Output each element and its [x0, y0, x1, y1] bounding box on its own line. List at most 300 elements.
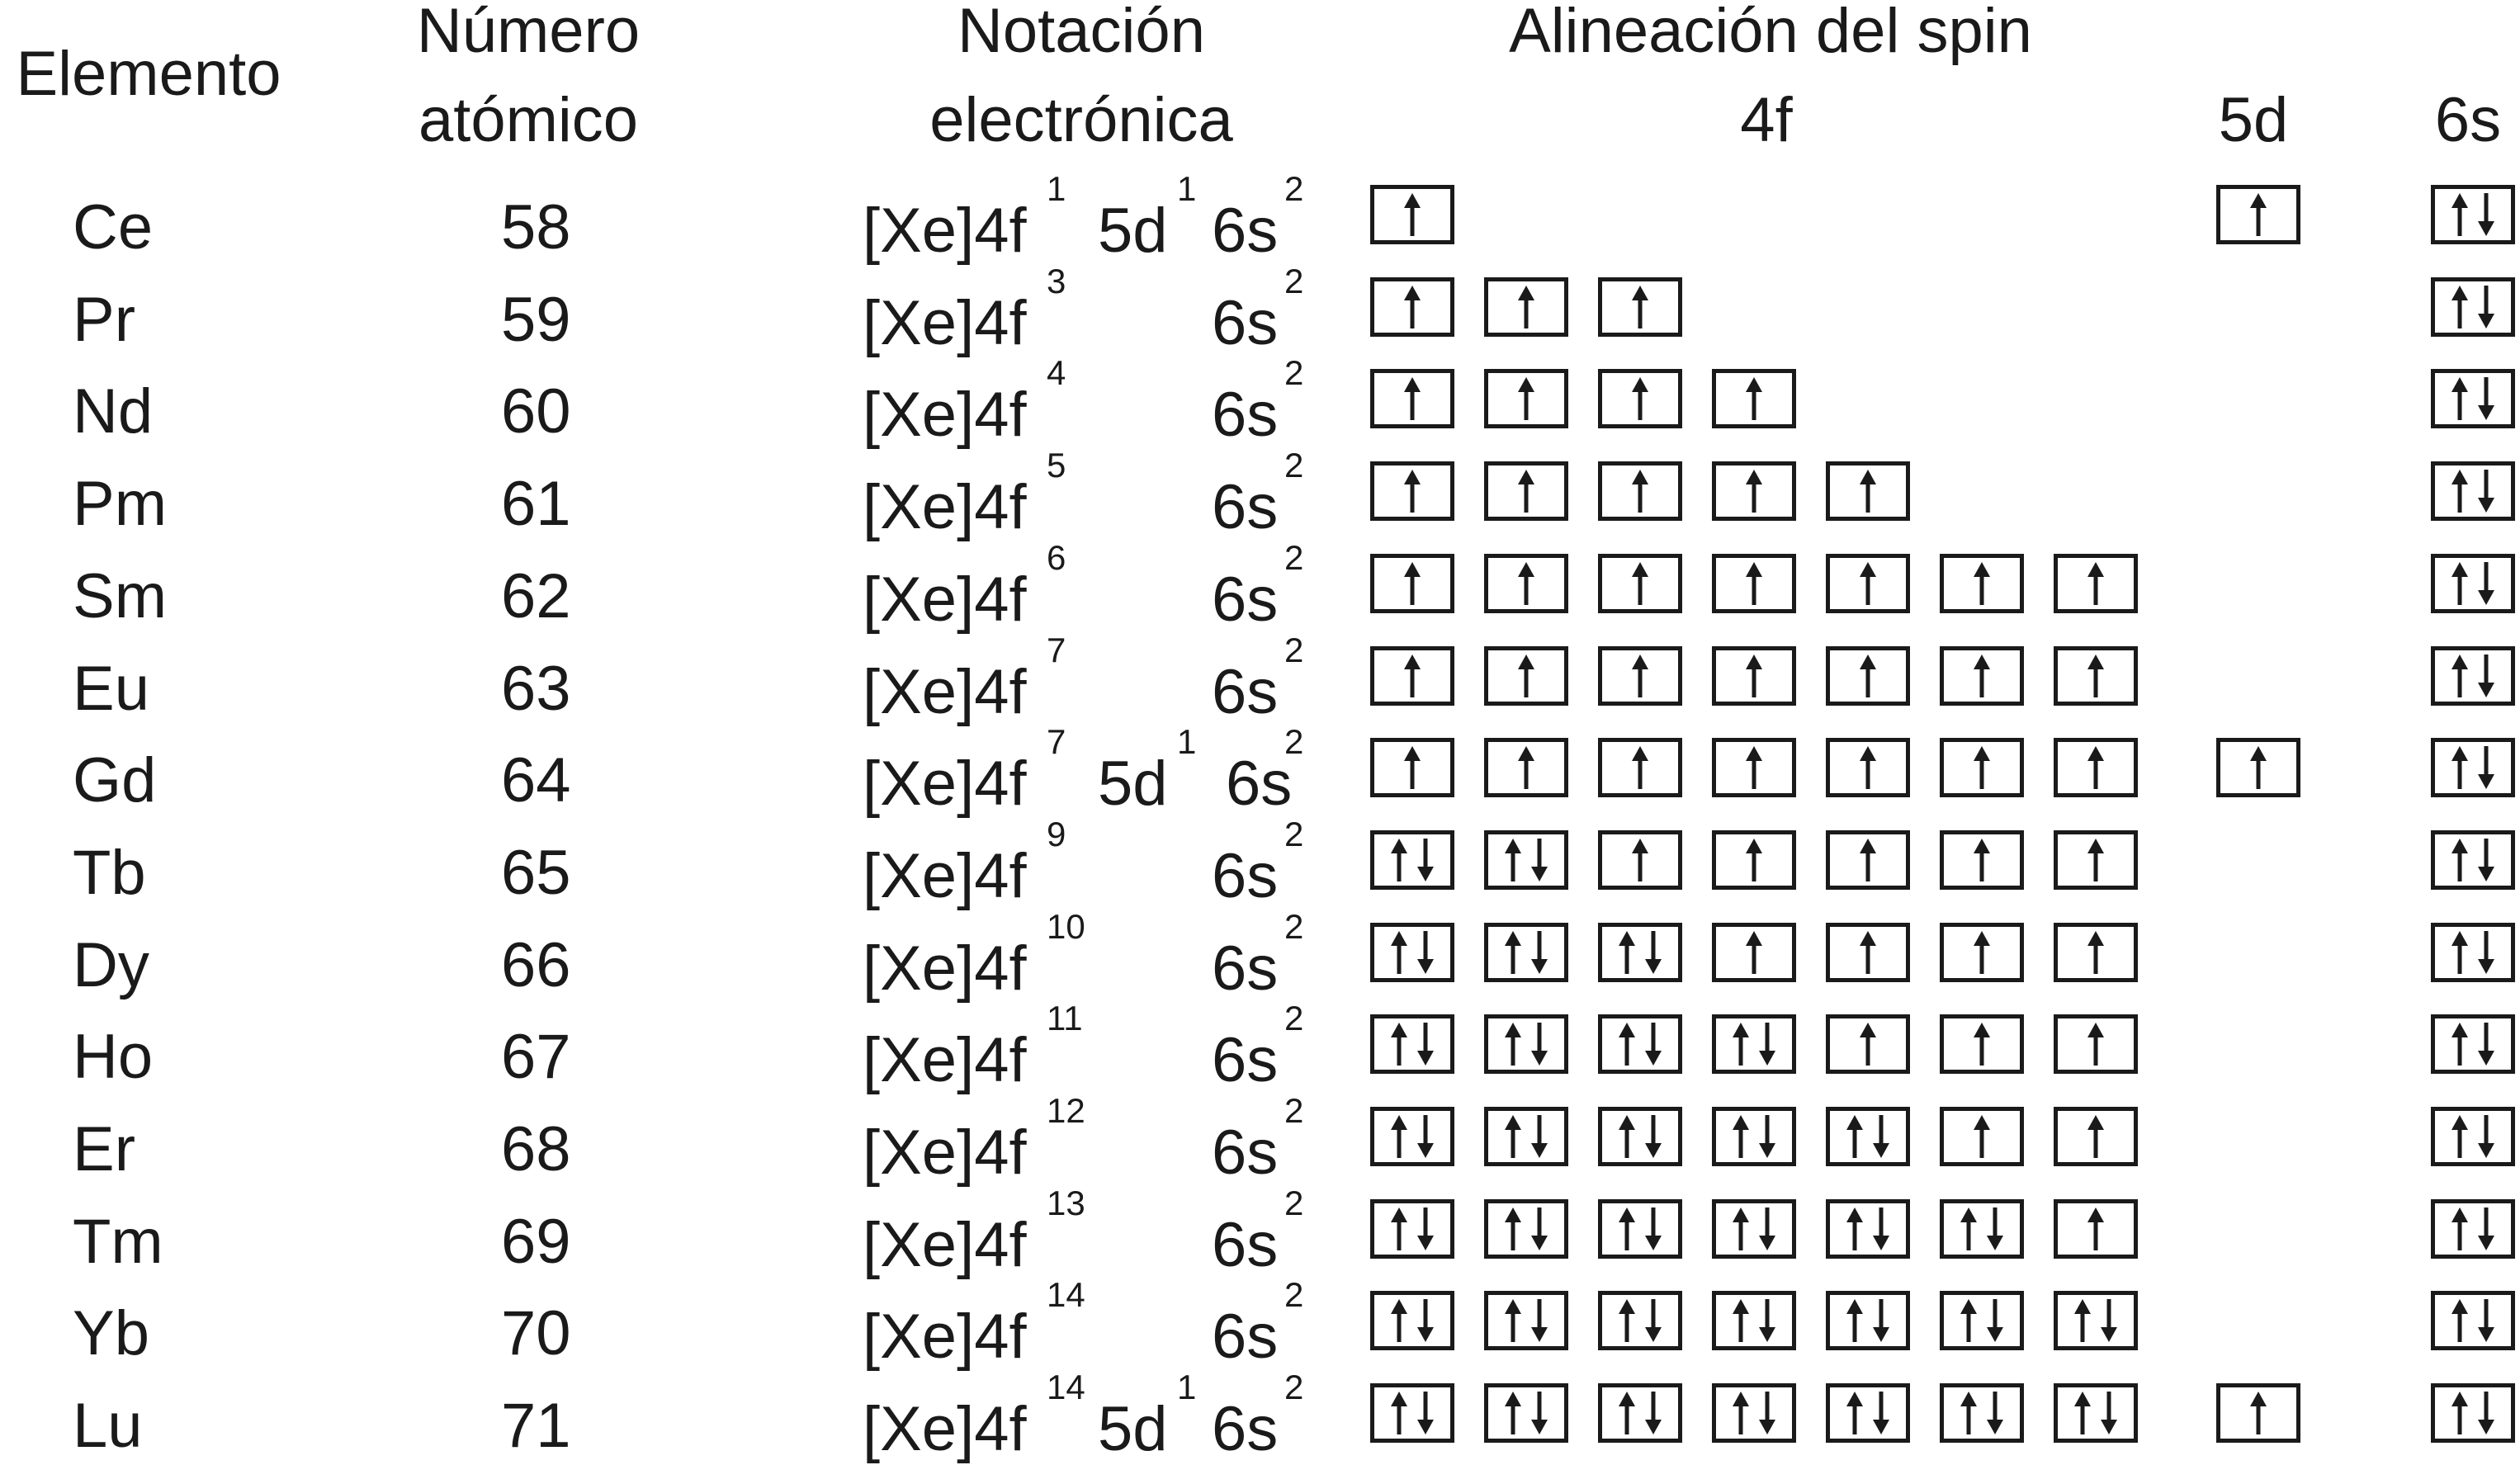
arrow-down-icon [1415, 837, 1436, 883]
orbital-4f-box [1712, 646, 1796, 706]
arrow-up-icon [1844, 1297, 1865, 1344]
atomic-number: 70 [501, 1298, 571, 1369]
arrow-up-icon [1629, 376, 1651, 422]
header-notation-line2: electrónica [929, 85, 1233, 155]
arrow-up-icon [1402, 744, 1423, 791]
header-atomic-number-line1: Número [416, 0, 641, 66]
orbital-4f-box [1940, 1291, 2024, 1350]
arrow-up-icon [2449, 1297, 2470, 1344]
header-notation-line1: Notación [957, 0, 1205, 66]
orbital-4f-box [1712, 461, 1796, 521]
arrow-up-icon [1515, 744, 1537, 791]
notation-d-superscript: 1 [1177, 1368, 1197, 1407]
arrow-up-icon [1629, 744, 1651, 791]
arrow-up-icon [1971, 653, 1993, 699]
arrow-down-icon [1870, 1113, 1892, 1160]
arrow-up-icon [1515, 284, 1537, 330]
arrow-down-icon [2475, 376, 2497, 422]
arrow-up-icon [1515, 560, 1537, 607]
arrow-up-icon [2085, 653, 2106, 699]
header-element: Elemento [16, 39, 281, 109]
atomic-number: 60 [501, 376, 571, 447]
orbital-4f-box [1940, 738, 2024, 797]
arrow-down-icon [1529, 1297, 1550, 1344]
orbital-4f-box [1940, 1199, 2024, 1259]
arrow-down-icon [2475, 560, 2497, 607]
arrow-down-icon [2475, 468, 2497, 514]
arrow-up-icon [2085, 929, 2106, 976]
arrow-up-icon [1502, 1390, 1524, 1436]
arrow-up-icon [1515, 376, 1537, 422]
arrow-up-icon [1629, 837, 1651, 883]
orbital-4f-box [1370, 923, 1454, 982]
orbital-4f-box [1598, 1291, 1682, 1350]
arrow-up-icon [2085, 1021, 2106, 1067]
arrow-down-icon [2475, 1021, 2497, 1067]
orbital-4f-box [1826, 1383, 1910, 1443]
notation-6s: 6s [1212, 1302, 1279, 1373]
notation-s-superscript: 2 [1284, 446, 1304, 485]
orbital-4f-box [1826, 1014, 1910, 1074]
notation-f-superscript: 7 [1047, 630, 1066, 669]
arrow-up-icon [1616, 1390, 1638, 1436]
orbital-4f-box [1826, 1291, 1910, 1350]
orbital-4f-box [2054, 1107, 2138, 1166]
arrow-down-icon [1756, 1297, 1778, 1344]
arrow-up-icon [1844, 1390, 1865, 1436]
arrow-up-icon [2449, 468, 2470, 514]
orbital-4f-box [1826, 646, 1910, 706]
orbital-4f-box [1826, 830, 1910, 890]
element-symbol: Lu [73, 1391, 143, 1462]
arrow-up-icon [2085, 744, 2106, 791]
orbital-4f-box [1370, 1383, 1454, 1443]
arrow-up-icon [2449, 653, 2470, 699]
notation-core: [Xe]4f [863, 564, 1027, 635]
orbital-6s-box [2431, 646, 2515, 706]
arrow-up-icon [1730, 1206, 1752, 1252]
arrow-up-icon [1743, 376, 1765, 422]
orbital-4f-box [1826, 461, 1910, 521]
notation-5d: 5d [1098, 749, 1168, 820]
orbital-5d-box [2216, 1383, 2300, 1443]
notation-core: [Xe]4f [863, 656, 1027, 727]
notation-5d: 5d [1098, 196, 1168, 266]
header-spin-alignment: Alineación del spin [1509, 0, 2032, 66]
orbital-4f-box [1598, 277, 1682, 337]
arrow-down-icon [1415, 1113, 1436, 1160]
arrow-up-icon [1971, 929, 1993, 976]
atomic-number: 68 [501, 1114, 571, 1184]
orbital-4f-box [1598, 923, 1682, 982]
arrow-down-icon [1529, 837, 1550, 883]
notation-f-superscript: 5 [1047, 446, 1066, 485]
notation-d-superscript: 1 [1177, 169, 1197, 208]
notation-6s: 6s [1212, 656, 1279, 727]
arrow-down-icon [2475, 744, 2497, 791]
arrow-down-icon [2475, 1390, 2497, 1436]
arrow-down-icon [1984, 1390, 2006, 1436]
notation-core: [Xe]4f [863, 1209, 1027, 1280]
arrow-down-icon [1984, 1206, 2006, 1252]
arrow-up-icon [1844, 1206, 1865, 1252]
arrow-up-icon [1857, 744, 1879, 791]
notation-6s: 6s [1212, 287, 1279, 358]
element-symbol: Sm [73, 560, 167, 631]
arrow-down-icon [1643, 1206, 1664, 1252]
orbital-4f-box [1370, 461, 1454, 521]
orbital-4f-box [1370, 738, 1454, 797]
orbital-4f-box [1940, 830, 2024, 890]
orbital-4f-box [1598, 1014, 1682, 1074]
notation-core: [Xe]4f [863, 472, 1027, 543]
arrow-up-icon [1616, 929, 1638, 976]
notation-f-superscript: 12 [1047, 1091, 1085, 1130]
notation-f-superscript: 7 [1047, 722, 1066, 762]
orbital-4f-box [2054, 1014, 2138, 1074]
arrow-down-icon [1756, 1206, 1778, 1252]
arrow-up-icon [1743, 837, 1765, 883]
arrow-down-icon [2475, 1113, 2497, 1160]
arrow-up-icon [1515, 653, 1537, 699]
orbital-4f-box [2054, 646, 2138, 706]
orbital-4f-box [1370, 185, 1454, 244]
notation-s-superscript: 2 [1284, 1275, 1304, 1315]
arrow-up-icon [2085, 1113, 2106, 1160]
arrow-down-icon [2475, 1206, 2497, 1252]
arrow-up-icon [2449, 1390, 2470, 1436]
notation-6s: 6s [1212, 472, 1279, 543]
orbital-4f-box [1598, 738, 1682, 797]
orbital-5d-box [2216, 185, 2300, 244]
arrow-up-icon [1402, 191, 1423, 238]
arrow-down-icon [1529, 1390, 1550, 1436]
arrow-down-icon [1415, 1206, 1436, 1252]
arrow-up-icon [1629, 284, 1651, 330]
orbital-4f-box [1712, 830, 1796, 890]
orbital-4f-box [2054, 830, 2138, 890]
orbital-4f-box [1370, 369, 1454, 428]
notation-s-superscript: 2 [1284, 1091, 1304, 1130]
notation-s-superscript: 2 [1284, 999, 1304, 1038]
arrow-down-icon [2475, 1297, 2497, 1344]
arrow-up-icon [1857, 929, 1879, 976]
atomic-number: 66 [501, 929, 571, 1000]
arrow-down-icon [1756, 1021, 1778, 1067]
arrow-up-icon [2449, 837, 2470, 883]
arrow-up-icon [2449, 1206, 2470, 1252]
orbital-4f-box [1940, 646, 2024, 706]
notation-f-superscript: 10 [1047, 906, 1085, 946]
arrow-up-icon [1402, 560, 1423, 607]
arrow-up-icon [1958, 1206, 1979, 1252]
element-symbol: Pm [73, 469, 167, 540]
arrow-up-icon [2072, 1390, 2093, 1436]
notation-core: [Xe]4f [863, 933, 1027, 1004]
orbital-4f-box [1370, 277, 1454, 337]
notation-f-superscript: 14 [1047, 1275, 1085, 1315]
arrow-down-icon [1643, 1297, 1664, 1344]
arrow-down-icon [2475, 284, 2497, 330]
notation-core: [Xe]4f [863, 287, 1027, 358]
arrow-down-icon [1529, 1021, 1550, 1067]
notation-6s: 6s [1212, 1209, 1279, 1280]
element-symbol: Ho [73, 1022, 154, 1093]
notation-core: [Xe]4f [863, 749, 1027, 820]
notation-6s: 6s [1212, 840, 1279, 911]
orbital-4f-box [1370, 1014, 1454, 1074]
atomic-number: 71 [501, 1391, 571, 1462]
arrow-up-icon [1971, 1021, 1993, 1067]
arrow-down-icon [1870, 1297, 1892, 1344]
orbital-4f-box [1370, 646, 1454, 706]
arrow-up-icon [1629, 653, 1651, 699]
orbital-4f-box [1370, 830, 1454, 890]
orbital-4f-box [1940, 1014, 2024, 1074]
element-symbol: Er [73, 1114, 135, 1184]
arrow-up-icon [1743, 468, 1765, 514]
orbital-6s-box [2431, 1107, 2515, 1166]
arrow-down-icon [2475, 653, 2497, 699]
orbital-4f-box [1484, 461, 1568, 521]
orbital-6s-box [2431, 1291, 2515, 1350]
header-5d: 5d [2218, 85, 2289, 155]
orbital-4f-box [1484, 369, 1568, 428]
header-6s: 6s [2434, 85, 2502, 155]
arrow-up-icon [1502, 1113, 1524, 1160]
arrow-down-icon [1984, 1297, 2006, 1344]
notation-f-superscript: 4 [1047, 353, 1066, 393]
orbital-4f-box [1826, 1107, 1910, 1166]
notation-core: [Xe]4f [863, 1394, 1027, 1465]
atomic-number: 69 [501, 1206, 571, 1277]
arrow-up-icon [2248, 744, 2269, 791]
notation-6s: 6s [1212, 933, 1279, 1004]
orbital-4f-box [1484, 1291, 1568, 1350]
arrow-up-icon [2248, 191, 2269, 238]
notation-d-superscript: 1 [1177, 722, 1197, 762]
arrow-up-icon [1730, 1113, 1752, 1160]
arrow-up-icon [1616, 1206, 1638, 1252]
notation-s-superscript: 2 [1284, 169, 1304, 208]
orbital-4f-box [1712, 554, 1796, 613]
arrow-up-icon [1971, 1113, 1993, 1160]
orbital-6s-box [2431, 738, 2515, 797]
arrow-up-icon [1971, 744, 1993, 791]
orbital-4f-box [1826, 1199, 1910, 1259]
orbital-6s-box [2431, 1199, 2515, 1259]
arrow-up-icon [1629, 468, 1651, 514]
arrow-down-icon [1870, 1206, 1892, 1252]
atomic-number: 58 [501, 192, 571, 262]
arrow-down-icon [2098, 1297, 2120, 1344]
orbital-4f-box [1484, 1383, 1568, 1443]
arrow-down-icon [2475, 929, 2497, 976]
arrow-up-icon [1502, 1021, 1524, 1067]
orbital-4f-box [1940, 1383, 2024, 1443]
arrow-up-icon [1502, 929, 1524, 976]
arrow-up-icon [1857, 468, 1879, 514]
notation-s-superscript: 2 [1284, 906, 1304, 946]
arrow-down-icon [1756, 1113, 1778, 1160]
notation-f-superscript: 3 [1047, 261, 1066, 300]
notation-6s: 6s [1212, 196, 1279, 266]
orbital-4f-box [1598, 1107, 1682, 1166]
arrow-up-icon [1743, 744, 1765, 791]
orbital-6s-box [2431, 369, 2515, 428]
atomic-number: 61 [501, 469, 571, 540]
arrow-up-icon [2449, 284, 2470, 330]
orbital-4f-box [1598, 554, 1682, 613]
arrow-up-icon [1844, 1113, 1865, 1160]
arrow-up-icon [1388, 1113, 1410, 1160]
notation-f-superscript: 13 [1047, 1183, 1085, 1222]
header-4f: 4f [1740, 85, 1793, 155]
header-atomic-number-line2: atómico [418, 85, 639, 155]
notation-core: [Xe]4f [863, 196, 1027, 266]
arrow-up-icon [2085, 1206, 2106, 1252]
orbital-4f-box [1484, 1107, 1568, 1166]
orbital-4f-box [1484, 1199, 1568, 1259]
arrow-down-icon [1529, 1206, 1550, 1252]
arrow-down-icon [1529, 929, 1550, 976]
arrow-down-icon [1643, 1390, 1664, 1436]
element-symbol: Ce [73, 192, 154, 262]
notation-s-superscript: 2 [1284, 630, 1304, 669]
arrow-up-icon [2449, 744, 2470, 791]
arrow-up-icon [1515, 468, 1537, 514]
notation-f-superscript: 6 [1047, 537, 1066, 577]
notation-6s: 6s [1212, 564, 1279, 635]
notation-s-superscript: 2 [1284, 537, 1304, 577]
arrow-up-icon [2085, 560, 2106, 607]
orbital-4f-box [1598, 1199, 1682, 1259]
notation-s-superscript: 2 [1284, 1368, 1304, 1407]
orbital-6s-box [2431, 830, 2515, 890]
orbital-4f-box [1370, 554, 1454, 613]
orbital-4f-box [1484, 1014, 1568, 1074]
orbital-4f-box [2054, 1199, 2138, 1259]
arrow-up-icon [1616, 1297, 1638, 1344]
notation-6s: 6s [1212, 1394, 1279, 1465]
arrow-up-icon [1388, 1206, 1410, 1252]
notation-5d: 5d [1098, 1394, 1168, 1465]
element-symbol: Dy [73, 929, 149, 1000]
orbital-6s-box [2431, 554, 2515, 613]
orbital-6s-box [2431, 1014, 2515, 1074]
orbital-4f-box [1370, 1199, 1454, 1259]
notation-s-superscript: 2 [1284, 353, 1304, 393]
arrow-up-icon [1971, 837, 1993, 883]
arrow-up-icon [1743, 929, 1765, 976]
orbital-4f-box [1712, 1199, 1796, 1259]
orbital-4f-box [1712, 738, 1796, 797]
arrow-up-icon [1958, 1390, 1979, 1436]
notation-f-superscript: 14 [1047, 1368, 1085, 1407]
notation-core: [Xe]4f [863, 1302, 1027, 1373]
arrow-up-icon [1629, 560, 1651, 607]
orbital-4f-box [1484, 277, 1568, 337]
orbital-4f-box [1370, 1107, 1454, 1166]
atomic-number: 67 [501, 1022, 571, 1093]
notation-6s: 6s [1212, 380, 1279, 451]
arrow-down-icon [2475, 837, 2497, 883]
orbital-4f-box [1826, 554, 1910, 613]
notation-s-superscript: 2 [1284, 261, 1304, 300]
orbital-4f-box [1598, 461, 1682, 521]
arrow-up-icon [1857, 1021, 1879, 1067]
arrow-up-icon [1388, 837, 1410, 883]
atomic-number: 64 [501, 745, 571, 816]
orbital-4f-box [1712, 923, 1796, 982]
arrow-up-icon [1402, 468, 1423, 514]
element-symbol: Eu [73, 653, 149, 724]
arrow-up-icon [1857, 560, 1879, 607]
orbital-4f-box [1826, 738, 1910, 797]
arrow-up-icon [1388, 1021, 1410, 1067]
arrow-up-icon [1971, 560, 1993, 607]
arrow-up-icon [2085, 837, 2106, 883]
element-symbol: Pr [73, 284, 135, 355]
notation-6s: 6s [1226, 749, 1293, 820]
arrow-down-icon [1643, 1021, 1664, 1067]
arrow-down-icon [1870, 1390, 1892, 1436]
notation-core: [Xe]4f [863, 840, 1027, 911]
atomic-number: 63 [501, 653, 571, 724]
arrow-up-icon [1743, 560, 1765, 607]
orbital-4f-box [2054, 554, 2138, 613]
orbital-4f-box [1712, 1014, 1796, 1074]
orbital-4f-box [1712, 1383, 1796, 1443]
notation-core: [Xe]4f [863, 1118, 1027, 1188]
orbital-4f-box [1484, 554, 1568, 613]
notation-core: [Xe]4f [863, 380, 1027, 451]
arrow-up-icon [1730, 1390, 1752, 1436]
arrow-down-icon [1415, 1021, 1436, 1067]
arrow-up-icon [1402, 653, 1423, 699]
orbital-4f-box [1712, 1291, 1796, 1350]
arrow-up-icon [1502, 1297, 1524, 1344]
arrow-up-icon [1402, 376, 1423, 422]
notation-s-superscript: 2 [1284, 1183, 1304, 1222]
notation-f-superscript: 9 [1047, 814, 1066, 853]
notation-s-superscript: 2 [1284, 814, 1304, 853]
orbital-6s-box [2431, 923, 2515, 982]
orbital-4f-box [1484, 830, 1568, 890]
orbital-4f-box [1826, 923, 1910, 982]
orbital-4f-box [1484, 923, 1568, 982]
orbital-4f-box [1712, 369, 1796, 428]
orbital-6s-box [2431, 277, 2515, 337]
orbital-4f-box [1598, 369, 1682, 428]
orbital-4f-box [1940, 554, 2024, 613]
orbital-4f-box [1484, 646, 1568, 706]
arrow-down-icon [1415, 929, 1436, 976]
arrow-up-icon [2248, 1390, 2269, 1436]
arrow-up-icon [1958, 1297, 1979, 1344]
notation-6s: 6s [1212, 1025, 1279, 1096]
arrow-down-icon [2098, 1390, 2120, 1436]
atomic-number: 62 [501, 560, 571, 631]
arrow-up-icon [1388, 1390, 1410, 1436]
orbital-6s-box [2431, 1383, 2515, 1443]
arrow-up-icon [1743, 653, 1765, 699]
arrow-down-icon [1415, 1297, 1436, 1344]
notation-f-superscript: 11 [1047, 999, 1083, 1038]
arrow-up-icon [2449, 560, 2470, 607]
notation-6s: 6s [1212, 1118, 1279, 1188]
arrow-down-icon [1643, 929, 1664, 976]
